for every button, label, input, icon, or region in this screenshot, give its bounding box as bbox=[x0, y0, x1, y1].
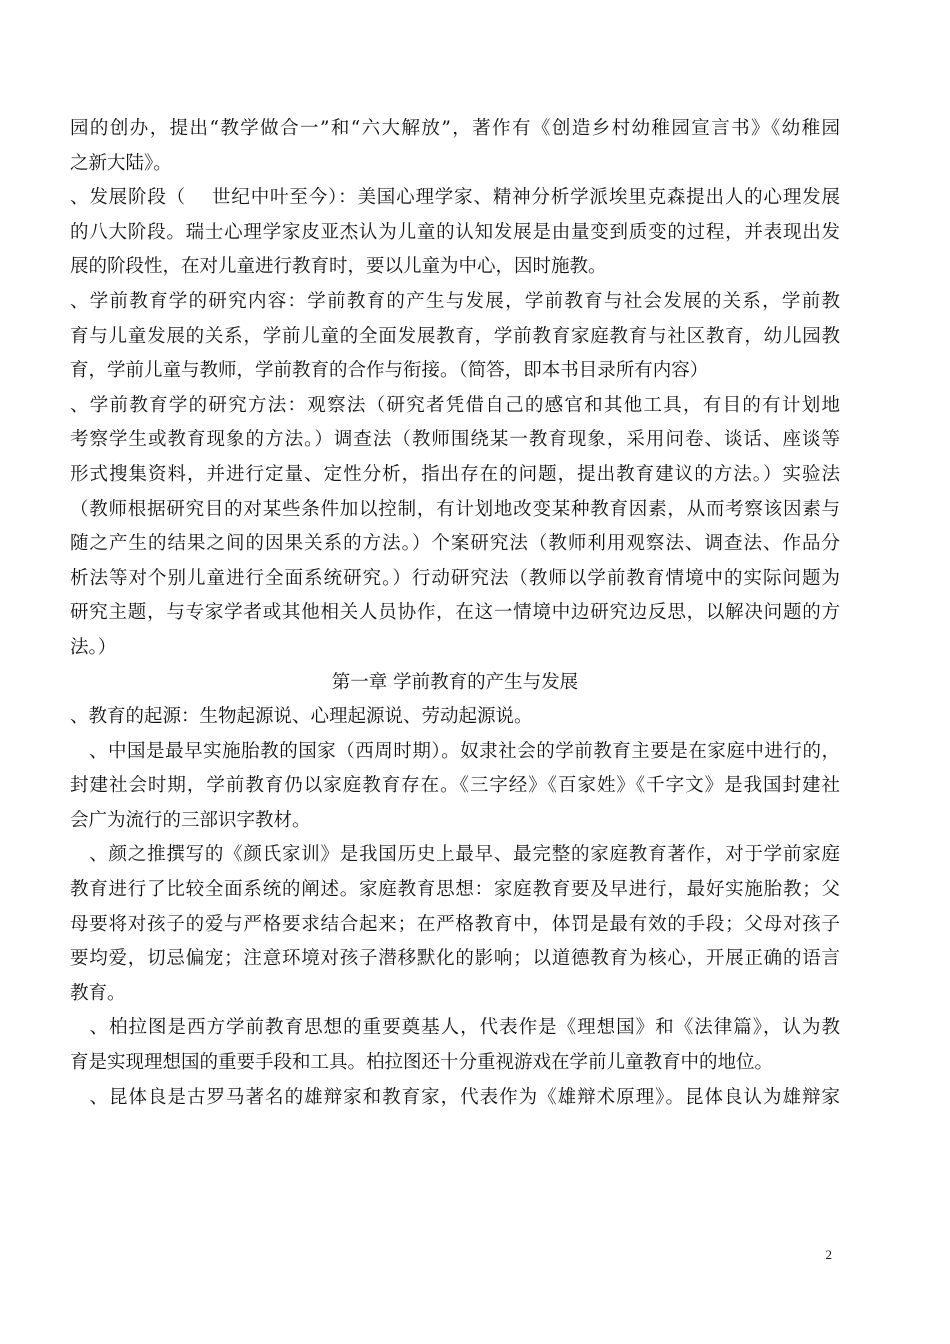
text-line: 、中国是最早实施胎教的国家（西周时期）。奴隶社会的学前教育主要是在家庭中进行的， bbox=[70, 740, 840, 762]
document-body bbox=[70, 112, 840, 1115]
page-number: 2 bbox=[825, 1247, 832, 1262]
text-line: 教育。 bbox=[70, 982, 126, 1004]
text-line: 、学前教育学的研究内容：学前教育的产生与发展，学前教育与社会发展的关系，学前教 bbox=[70, 290, 840, 312]
text-line: 、教育的起源：生物起源说、心理起源说、劳动起源说。 bbox=[70, 706, 533, 728]
text-line: 之新大陆》。 bbox=[70, 152, 172, 174]
text-line: 、学前教育学的研究方法：观察法（研究者凭借自己的感官和其他工具，有目的有计划地 bbox=[70, 394, 840, 416]
text-line: 随之产生的结果之间的因果关系的方法。）个案研究法（教师利用观察法、调查法、作品分 bbox=[70, 533, 840, 555]
text-line: 要均爱，切忌偏宠；注意环境对孩子潜移默化的影响；以道德教育为核心，开展正确的语言 bbox=[70, 948, 840, 970]
text-line: 的八大阶段。瑞士心理学家皮亚杰认为儿童的认知发展是由量变到质变的过程，并表现出发 bbox=[70, 221, 840, 243]
text-line: 封建社会时期，学前教育仍以家庭教育存在。《三字经》《百家姓》《千字文》是我国封建社 bbox=[70, 775, 840, 797]
text-line: 育与儿童发展的关系，学前儿童的全面发展教育，学前教育家庭教育与社区教育，幼儿园教 bbox=[70, 325, 840, 347]
text-line: 、发展阶段（ 世纪中叶至今）：美国心理学家、精神分析学派埃里克森提出人的心理发展 bbox=[70, 187, 840, 209]
chapter-heading: 第一章 学前教育的产生与发展 bbox=[331, 671, 579, 693]
text-line: 析法等对个别儿童进行全面系统研究。）行动研究法（教师以学前教育情境中的实际问题为 bbox=[70, 567, 840, 589]
text-line: 展的阶段性，在对儿童进行教育时，要以儿童为中心，因时施教。 bbox=[70, 256, 607, 278]
text-line: 、昆体良是古罗马著名的雄辩家和教育家，代表作为《雄辩术原理》。昆体良认为雄辩家 bbox=[70, 1086, 840, 1108]
text-line: 、颜之推撰写的《颜氏家训》是我国历史上最早、最完整的家庭教育著作，对于学前家庭 bbox=[70, 844, 840, 866]
text-line: 母要将对孩子的爱与严格要求结合起来；在严格教育中，体罚是最有效的手段；父母对孩子 bbox=[70, 913, 840, 935]
text-line: 育，学前儿童与教师，学前教育的合作与衔接。（简答，即本书目录所有内容） bbox=[70, 360, 709, 382]
text-line: （教师根据研究目的对某些条件加以控制，有计划地改变某种教育因素，从而考察该因素与 bbox=[70, 498, 840, 520]
text-line: 考察学生或教育现象的方法。）调查法（教师围绕某一教育现象，采用问卷、谈话、座谈等 bbox=[70, 429, 840, 451]
text-line: 育是实现理想国的重要手段和工具。柏拉图还十分重视游戏在学前儿童教育中的地位。 bbox=[70, 1052, 774, 1074]
text-line: 形式搜集资料，并进行定量、定性分析，指出存在的问题，提出教育建议的方法。）实验法 bbox=[70, 463, 840, 485]
text-line: 教育进行了比较全面系统的阐述。家庭教育思想：家庭教育要及早进行，最好实施胎教；父 bbox=[70, 879, 840, 901]
text-line: 、柏拉图是西方学前教育思想的重要奠基人，代表作是《理想国》和《法律篇》，认为教 bbox=[70, 1017, 840, 1039]
text-line: 会广为流行的三部识字教材。 bbox=[70, 809, 311, 831]
text-line: 法。） bbox=[70, 636, 117, 658]
text-line: 研究主题，与专家学者或其他相关人员协作，在这一情境中边研究边反思，以解决问题的方 bbox=[70, 602, 840, 624]
text-line: 园的创办，提出“教学做合一”和“六大解放”，著作有《创造乡村幼稚园宣言书》《幼稚园 bbox=[70, 118, 840, 139]
